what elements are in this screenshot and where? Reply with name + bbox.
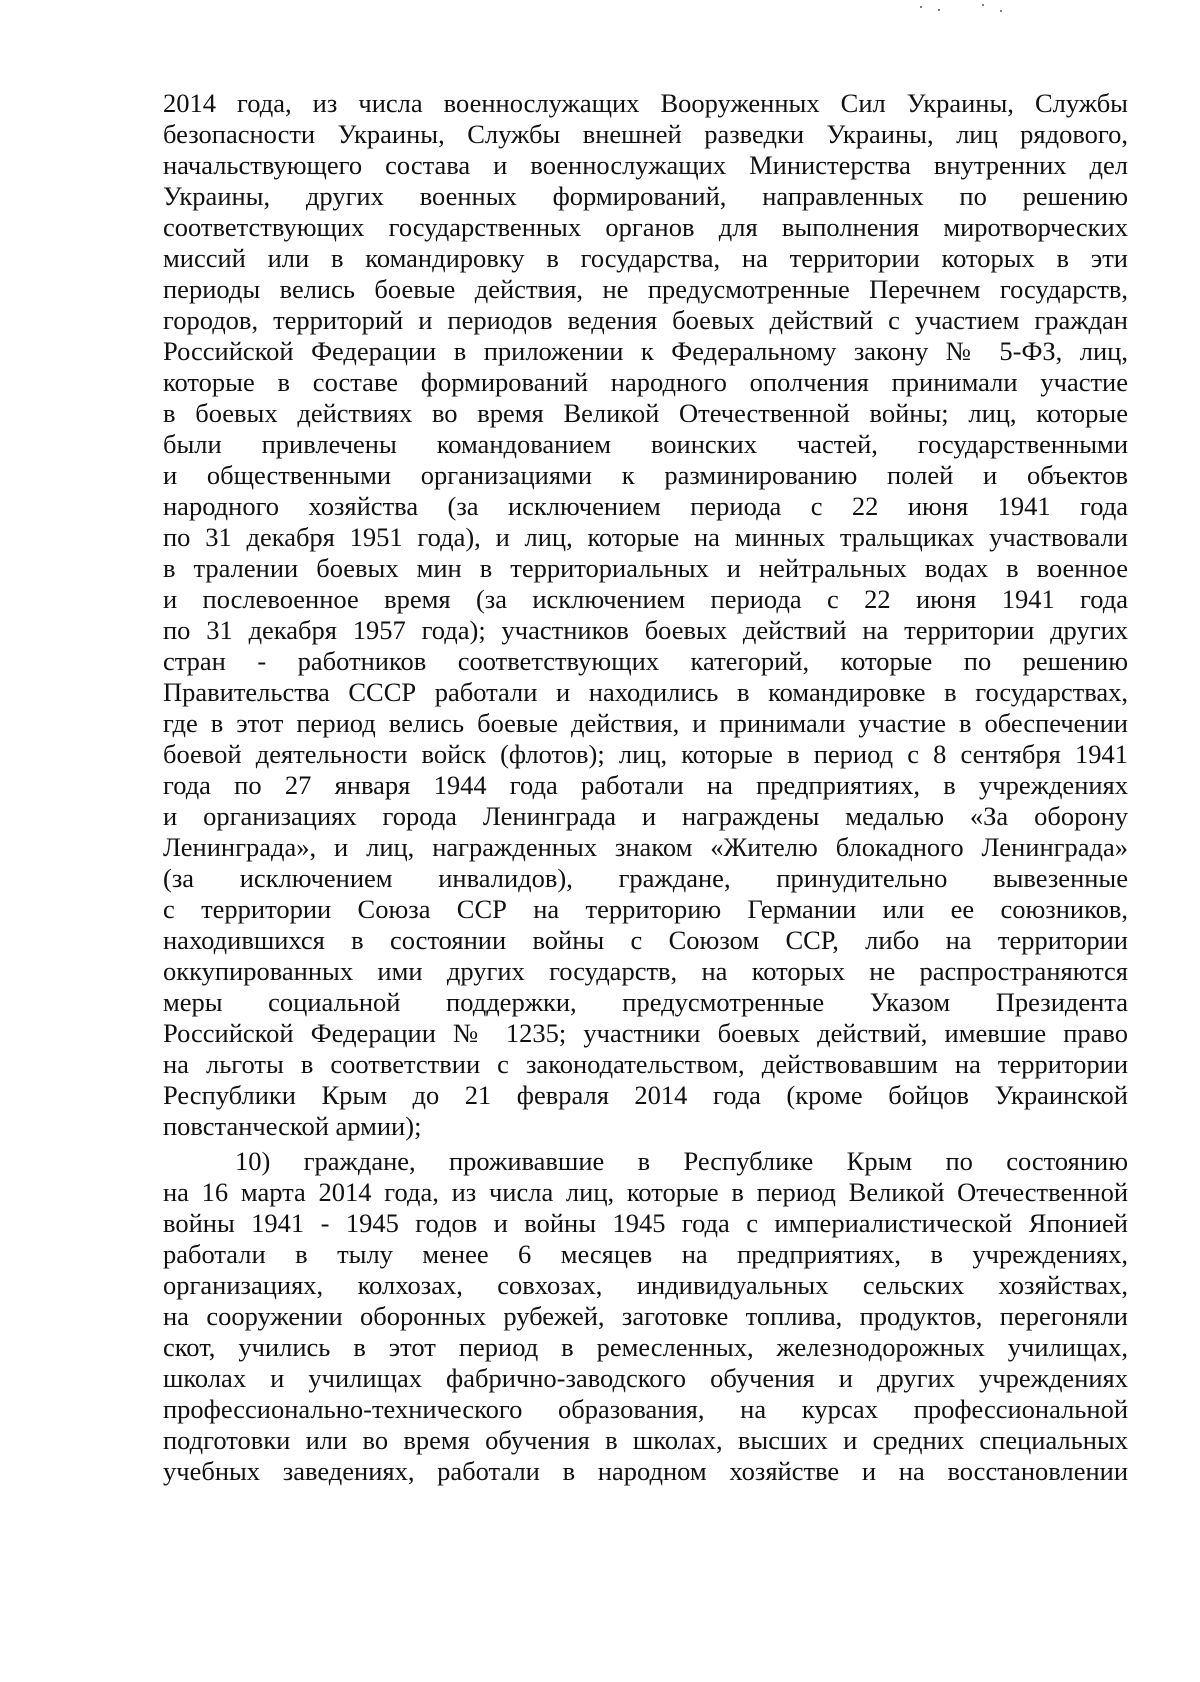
paragraph-1 bbox=[163, 88, 1128, 1142]
document-body bbox=[163, 88, 1128, 1487]
text-line: были привлечены командованием воинских частей, государственными bbox=[163, 429, 1128, 459]
text-line: Ленинграда», и лиц, награжденных знаком «Жителю блокадного Ленинграда» bbox=[163, 832, 1128, 862]
text-line: и общественными организациями к разминированию полей и объектов bbox=[163, 460, 1128, 490]
text-line: где в этот период велись боевые действия, и принимали участие в обеспечении bbox=[163, 708, 1128, 738]
text-line: миссий или в командировку в государства, на территории которых в эти bbox=[163, 243, 1128, 273]
text-line: меры социальной поддержки, предусмотренные Указом Президента bbox=[163, 987, 1128, 1017]
text-line: в тралении боевых мин в территориальных и нейтральных водах в военное bbox=[163, 553, 1128, 583]
text-line: по 31 декабря 1957 года); участников боевых действий на территории других bbox=[163, 615, 1128, 645]
text-line: профессионально-технического образования, на курсах профессиональной bbox=[163, 1394, 1128, 1424]
text-line: стран - работников соответствующих категорий, которые по решению bbox=[163, 646, 1128, 676]
text-line: подготовки или во время обучения в школах, высших и средних специальных bbox=[163, 1425, 1128, 1455]
text-line: соответствующих государственных органов для выполнения миротворческих bbox=[163, 212, 1128, 242]
text-line: по 31 декабря 1951 года), и лиц, которые на минных тральщиках участвовали bbox=[163, 522, 1128, 552]
text-line: Правительства СССР работали и находились в командировке в государствах, bbox=[163, 677, 1128, 707]
text-line: 2014 года, из числа военнослужащих Вооруженных Сил Украины, Службы bbox=[163, 88, 1128, 118]
text-line: которые в составе формирований народного ополчения принимали участие bbox=[163, 367, 1128, 397]
text-line: на 16 марта 2014 года, из числа лиц, которые в период Великой Отечественной bbox=[163, 1177, 1128, 1207]
text-line: и организациях города Ленинграда и награждены медалью «За оборону bbox=[163, 801, 1128, 831]
text-line: и послевоенное время (за исключением периода с 22 июня 1941 года bbox=[163, 584, 1128, 614]
text-line: городов, территорий и периодов ведения боевых действий с участием граждан bbox=[163, 305, 1128, 335]
text-line: 10) граждане, проживавшие в Республике Крым по состоянию bbox=[235, 1146, 1128, 1176]
text-line: с территории Союза ССР на территорию Германии или ее союзников, bbox=[163, 894, 1128, 924]
text-line: учебных заведениях, работали в народном хозяйстве и на восстановлении bbox=[163, 1456, 1128, 1486]
text-line: скот, учились в этот период в ремесленных, железнодорожных училищах, bbox=[163, 1332, 1128, 1362]
text-line: Украины, других военных формирований, направленных по решению bbox=[163, 181, 1128, 211]
text-line: работали в тылу менее 6 месяцев на предприятиях, в учреждениях, bbox=[163, 1239, 1128, 1269]
text-line: начальствующего состава и военнослужащих Министерства внутренних дел bbox=[163, 150, 1128, 180]
text-line: в боевых действиях во время Великой Отечественной войны; лиц, которые bbox=[163, 398, 1128, 428]
text-line: на сооружении оборонных рубежей, заготовке топлива, продуктов, перегоняли bbox=[163, 1301, 1128, 1331]
text-line: Российской Федерации в приложении к Федеральному закону № 5-ФЗ, лиц, bbox=[163, 336, 1128, 366]
text-line: на льготы в соответствии с законодательством, действовавшим на территории bbox=[163, 1049, 1128, 1079]
text-line: народного хозяйства (за исключением периода с 22 июня 1941 года bbox=[163, 491, 1128, 521]
text-line: Республики Крым до 21 февраля 2014 года (кроме бойцов Украинской bbox=[163, 1080, 1128, 1110]
text-line: организациях, колхозах, совхозах, индивидуальных сельских хозяйствах, bbox=[163, 1270, 1128, 1300]
text-line: повстанческой армии); bbox=[163, 1111, 422, 1141]
text-line: периоды велись боевые действия, не предусмотренные Перечнем государств, bbox=[163, 274, 1128, 304]
text-line: года по 27 января 1944 года работали на предприятиях, в учреждениях bbox=[163, 770, 1128, 800]
scan-artifacts bbox=[920, 4, 1010, 14]
text-line: находившихся в состоянии войны с Союзом ССР, либо на территории bbox=[163, 925, 1128, 955]
text-line: оккупированных ими других государств, на которых не распространяются bbox=[163, 956, 1128, 986]
text-line: школах и училищах фабрично-заводского обучения и других учреждениях bbox=[163, 1363, 1128, 1393]
paragraph-2 bbox=[163, 1146, 1128, 1487]
text-line: боевой деятельности войск (флотов); лиц, которые в период с 8 сентября 1941 bbox=[163, 739, 1128, 769]
text-line: войны 1941 - 1945 годов и войны 1945 года с империалистической Японией bbox=[163, 1208, 1128, 1238]
text-line: Российской Федерации № 1235; участники боевых действий, имевшие право bbox=[163, 1018, 1128, 1048]
text-line: (за исключением инвалидов), граждане, принудительно вывезенные bbox=[163, 863, 1128, 893]
text-line: безопасности Украины, Службы внешней разведки Украины, лиц рядового, bbox=[163, 119, 1128, 149]
